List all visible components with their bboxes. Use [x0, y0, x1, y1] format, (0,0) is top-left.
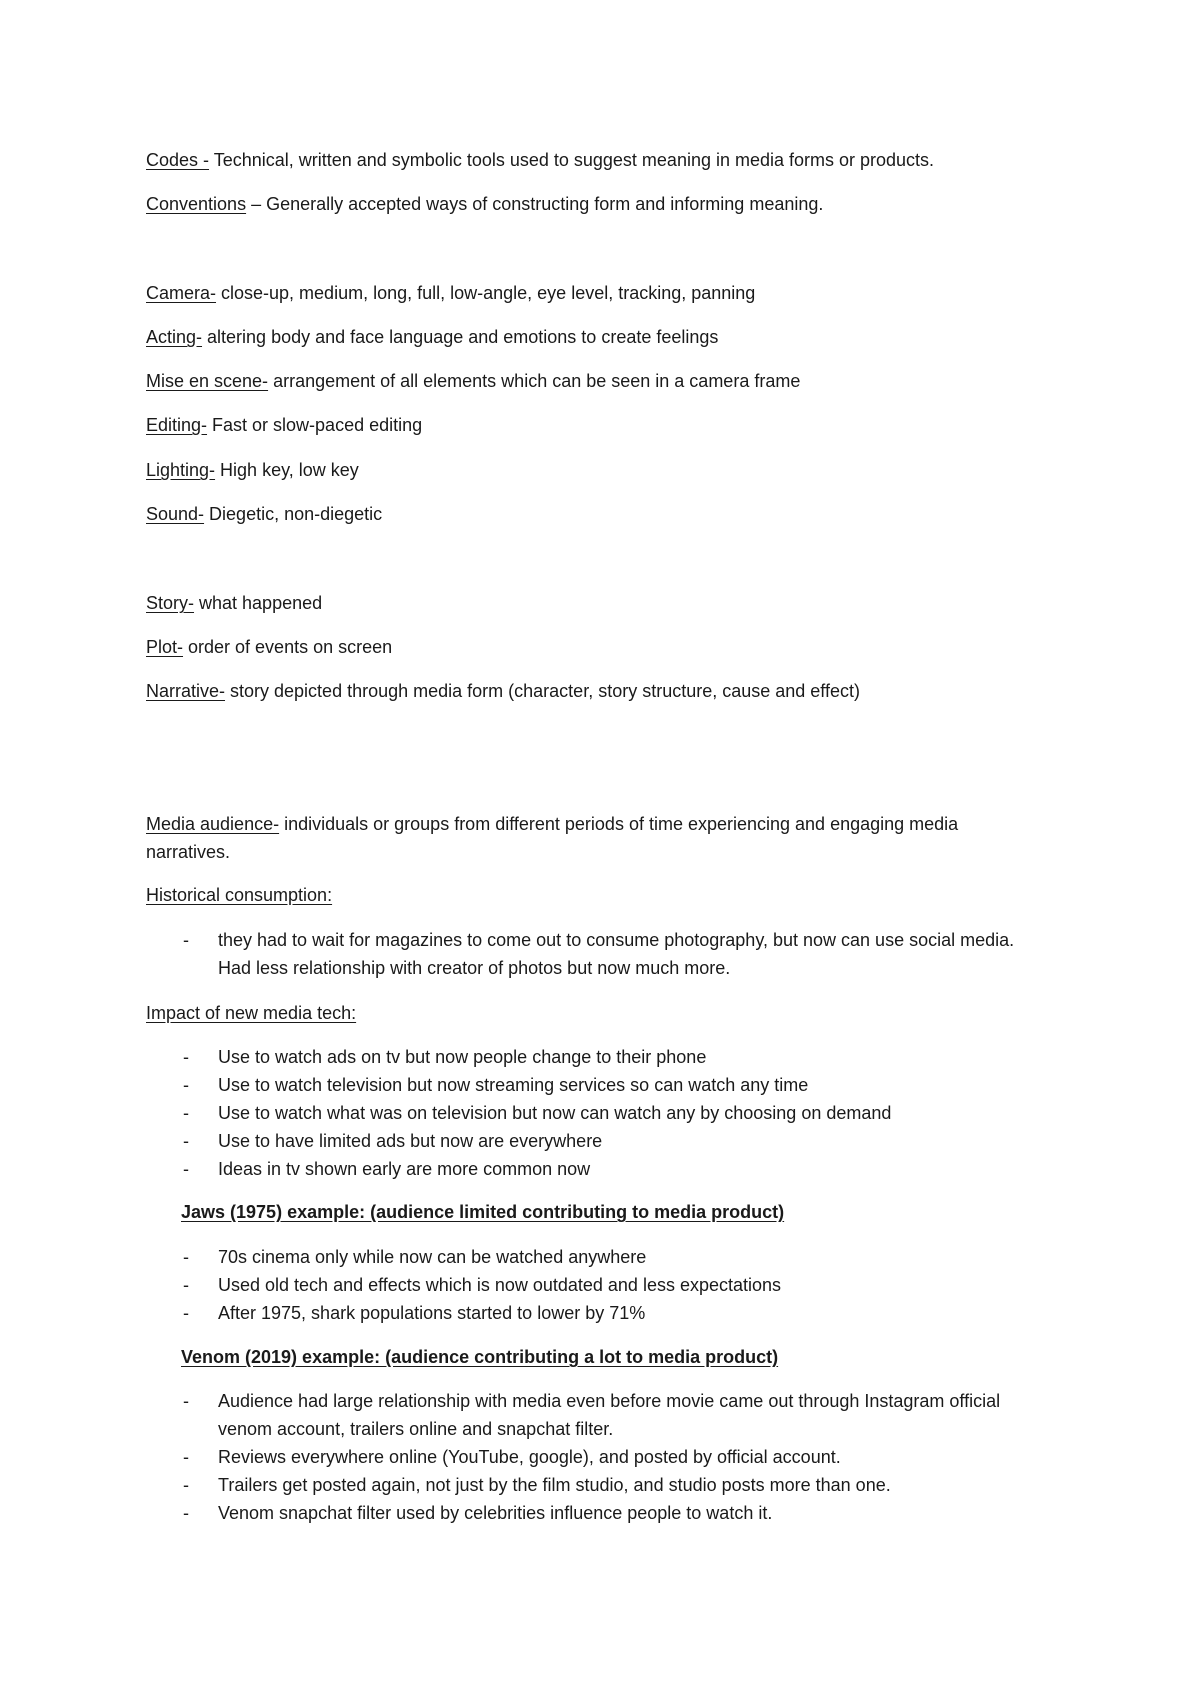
bullet-text: Reviews everywhere online (YouTube, google), and posted by official account. [218, 1447, 841, 1467]
bullet-text: Venom snapchat filter used by celebrities influence people to watch it. [218, 1503, 773, 1523]
bullet-dash: - [183, 1447, 189, 1467]
term-label: Story- [146, 593, 195, 613]
list-item [183, 1443, 1043, 1471]
code-lighting [146, 457, 359, 483]
heading-impact-new-media: Impact of new media tech: [146, 1003, 357, 1023]
bullet-dash: - [183, 1247, 189, 1267]
bullet-dash: - [183, 1503, 189, 1523]
definition-text: altering body and face language and emotions to create feelings [202, 327, 719, 347]
list-item [183, 1155, 1043, 1183]
bullet-dash: - [183, 1475, 189, 1495]
bullet-text: Use to watch what was on television but now can watch any by choosing on demand [218, 1103, 892, 1123]
list-item [183, 926, 1043, 982]
definition-text: – Generally accepted ways of constructing form and informing meaning. [246, 194, 824, 214]
term-label: Codes - [146, 150, 210, 170]
bullet-text: they had to wait for magazines to come out to consume photography, but now can use social media. Had less relationship with creator of photos but now much more. [218, 930, 1015, 978]
list-item [183, 1271, 1043, 1299]
definition-conventions [146, 191, 823, 217]
term-label: Camera- [146, 283, 217, 303]
list-item [183, 1071, 1043, 1099]
bullet-dash: - [183, 930, 189, 950]
bullet-dash: - [183, 1391, 189, 1411]
list-item [183, 1243, 1043, 1271]
bullet-text: Used old tech and effects which is now outdated and less expectations [218, 1275, 782, 1295]
narrative-story [146, 590, 322, 616]
term-label: Lighting- [146, 460, 216, 480]
bullet-dash: - [183, 1159, 189, 1179]
definition-text: Diegetic, non-diegetic [204, 504, 383, 524]
bullet-text: Use to watch ads on tv but now people change to their phone [218, 1047, 707, 1067]
code-camera [146, 280, 755, 306]
definition-text: what happened [194, 593, 323, 613]
heading-jaws-example: Jaws (1975) example: (audience limited contributing to media product) [181, 1202, 785, 1222]
narrative-narrative [146, 678, 860, 704]
code-acting [146, 324, 718, 350]
list-item [183, 1471, 1043, 1499]
list-item [183, 1499, 1043, 1527]
term-label: Plot- [146, 637, 184, 657]
term-label: Narrative- [146, 681, 226, 701]
definition-text: Technical, written and symbolic tools used to suggest meaning in media forms or products. [209, 150, 935, 170]
definition-text: individuals or groups from different periods of time experiencing and engaging media narratives. [146, 814, 959, 862]
definition-text: story depicted through media form (character, story structure, cause and effect) [225, 681, 860, 701]
bullet-dash: - [183, 1075, 189, 1095]
term-label: Media audience- [146, 814, 280, 834]
list-item [183, 1387, 1043, 1443]
term-label: Conventions [146, 194, 247, 214]
bullet-text: Trailers get posted again, not just by the film studio, and studio posts more than one. [218, 1475, 891, 1495]
bullet-dash: - [183, 1131, 189, 1151]
term-label: Sound- [146, 504, 205, 524]
definition-text: High key, low key [215, 460, 359, 480]
code-sound [146, 501, 382, 527]
definition-text: Fast or slow-paced editing [207, 415, 423, 435]
definition-text: order of events on screen [183, 637, 393, 657]
bullet-dash: - [183, 1303, 189, 1323]
bullet-dash: - [183, 1275, 189, 1295]
bullet-text: Use to watch television but now streaming services so can watch any time [218, 1075, 809, 1095]
definition-codes [146, 147, 934, 173]
code-editing [146, 412, 422, 438]
list-item [183, 1299, 1043, 1327]
list-item [183, 1127, 1043, 1155]
bullet-text: 70s cinema only while now can be watched anywhere [218, 1247, 647, 1267]
term-label: Acting- [146, 327, 203, 347]
term-label: Mise en scene- [146, 371, 269, 391]
list-item [183, 1099, 1043, 1127]
definition-media-audience [146, 810, 1046, 866]
bullet-text: Ideas in tv shown early are more common now [218, 1159, 591, 1179]
definition-text: close-up, medium, long, full, low-angle, eye level, tracking, panning [216, 283, 756, 303]
bullet-dash: - [183, 1103, 189, 1123]
list-item [183, 1043, 1043, 1071]
narrative-plot [146, 634, 392, 660]
bullet-dash: - [183, 1047, 189, 1067]
definition-text: arrangement of all elements which can be seen in a camera frame [268, 371, 801, 391]
bullet-text: After 1975, shark populations started to lower by 71% [218, 1303, 646, 1323]
bullet-text: Use to have limited ads but now are everywhere [218, 1131, 603, 1151]
bullet-text: Audience had large relationship with media even before movie came out through Instagram official venom account, trailers online and snapchat filter. [218, 1391, 1001, 1439]
term-label: Editing- [146, 415, 208, 435]
heading-venom-example: Venom (2019) example: (audience contributing a lot to media product) [181, 1347, 779, 1367]
heading-historical-consumption: Historical consumption: [146, 885, 333, 905]
code-mise-en-scene [146, 368, 800, 394]
